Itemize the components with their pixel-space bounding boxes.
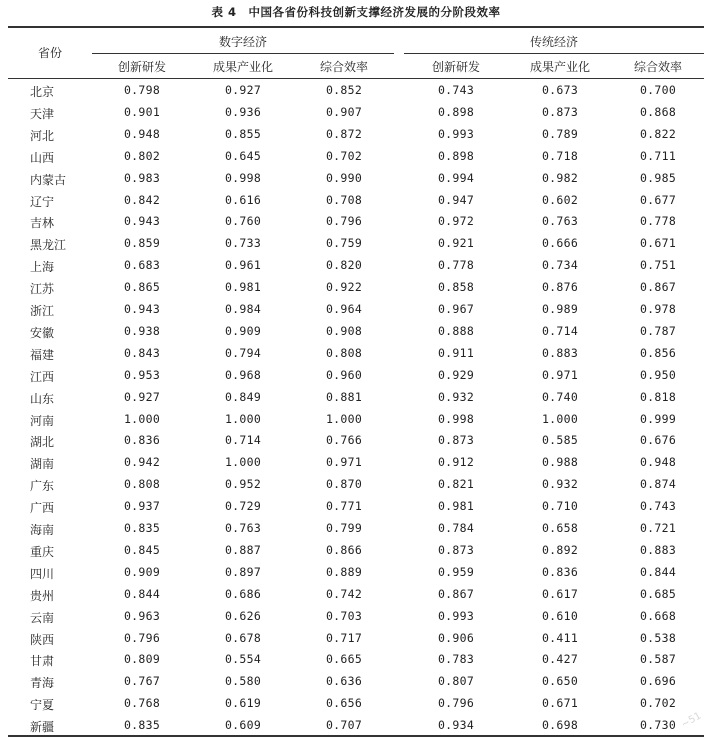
table-cell: 0.947 — [437, 193, 475, 207]
table-cell: 0.964 — [325, 302, 363, 316]
table-cell: 0.696 — [639, 674, 677, 688]
province-name: 甘肃 — [30, 654, 55, 668]
table-cell: 0.729 — [224, 499, 262, 513]
table-cell: 0.818 — [639, 390, 677, 404]
table-cell: 0.686 — [224, 587, 262, 601]
table-cell: 0.948 — [639, 455, 677, 469]
province-name: 山西 — [30, 151, 55, 165]
table-cell: 0.718 — [541, 149, 579, 163]
table-cell: 0.865 — [123, 280, 161, 294]
province-name: 上海 — [30, 260, 55, 274]
province-name: 内蒙古 — [30, 173, 67, 187]
table-cell: 0.953 — [123, 368, 161, 382]
table-cell: 0.936 — [224, 105, 262, 119]
table-cell: 0.617 — [541, 587, 579, 601]
column-header: 综合效率 — [633, 60, 682, 74]
table-cell: 0.943 — [123, 302, 161, 316]
table-cell: 0.909 — [123, 565, 161, 579]
table-cell: 0.988 — [541, 455, 579, 469]
table-cell: 1.000 — [123, 412, 161, 426]
table-cell: 0.626 — [224, 609, 262, 623]
table-cell: 0.873 — [541, 105, 579, 119]
table-cell: 0.959 — [437, 565, 475, 579]
group-rule-traditional — [404, 53, 704, 54]
table-cell: 0.538 — [639, 631, 677, 645]
province-name: 黑龙江 — [30, 238, 67, 252]
table-cell: 0.874 — [639, 477, 677, 491]
table-cell: 0.873 — [437, 543, 475, 557]
table-cell: 0.411 — [541, 631, 579, 645]
table-cell: 0.619 — [224, 696, 262, 710]
province-name: 湖北 — [30, 435, 55, 449]
table-cell: 0.645 — [224, 149, 262, 163]
table-cell: 0.998 — [437, 412, 475, 426]
table-cell: 0.759 — [325, 236, 363, 250]
table-cell: 0.993 — [437, 127, 475, 141]
table-cell: 0.698 — [541, 718, 579, 732]
table-cell: 0.844 — [639, 565, 677, 579]
table-cell: 0.733 — [224, 236, 262, 250]
table-cell: 0.683 — [123, 258, 161, 272]
province-name: 广西 — [30, 501, 55, 515]
watermark: ~51 — [679, 710, 704, 731]
table-cell: 0.796 — [325, 214, 363, 228]
table-cell: 0.666 — [541, 236, 579, 250]
table-cell: 0.609 — [224, 718, 262, 732]
table-cell: 0.787 — [639, 324, 677, 338]
table-cell: 0.784 — [437, 521, 475, 535]
table-cell: 1.000 — [325, 412, 363, 426]
table-cell: 0.932 — [437, 390, 475, 404]
table-cell: 0.883 — [639, 543, 677, 557]
table-cell: 0.742 — [325, 587, 363, 601]
table-cell: 0.809 — [123, 652, 161, 666]
table-cell: 0.714 — [541, 324, 579, 338]
table-cell: 0.768 — [123, 696, 161, 710]
table-cell: 0.702 — [639, 696, 677, 710]
table-cell: 0.610 — [541, 609, 579, 623]
table-cell: 0.783 — [437, 652, 475, 666]
table-cell: 0.708 — [325, 193, 363, 207]
table-cell: 0.982 — [541, 171, 579, 185]
table-cell: 0.927 — [123, 390, 161, 404]
table-cell: 0.952 — [224, 477, 262, 491]
table-cell: 0.993 — [437, 609, 475, 623]
table-cell: 0.963 — [123, 609, 161, 623]
table-cell: 0.972 — [437, 214, 475, 228]
table-cell: 0.730 — [639, 718, 677, 732]
table-cell: 0.852 — [325, 83, 363, 97]
table-cell: 0.658 — [541, 521, 579, 535]
table-cell: 0.743 — [639, 499, 677, 513]
table-cell: 0.677 — [639, 193, 677, 207]
table-cell: 0.836 — [123, 433, 161, 447]
table-number: 表 4 — [211, 5, 237, 19]
table-cell: 0.665 — [325, 652, 363, 666]
table-cell: 0.842 — [123, 193, 161, 207]
table-cell: 0.656 — [325, 696, 363, 710]
table-cell: 0.843 — [123, 346, 161, 360]
table-cell: 0.866 — [325, 543, 363, 557]
province-name: 江西 — [30, 370, 55, 384]
table-cell: 1.000 — [224, 412, 262, 426]
province-name: 宁夏 — [30, 698, 55, 712]
table-cell: 0.911 — [437, 346, 475, 360]
province-name: 吉林 — [30, 216, 55, 230]
table-cell: 0.427 — [541, 652, 579, 666]
table-cell: 0.587 — [639, 652, 677, 666]
table-cell: 0.702 — [325, 149, 363, 163]
table-cell: 0.971 — [325, 455, 363, 469]
table-cell: 0.778 — [639, 214, 677, 228]
table-cell: 0.906 — [437, 631, 475, 645]
table-cell: 0.796 — [437, 696, 475, 710]
table-cell: 0.766 — [325, 433, 363, 447]
province-name: 湖南 — [30, 457, 55, 471]
table-cell: 0.822 — [639, 127, 677, 141]
table-cell: 0.676 — [639, 433, 677, 447]
table-cell: 0.616 — [224, 193, 262, 207]
province-name: 广东 — [30, 479, 55, 493]
table-cell: 0.794 — [224, 346, 262, 360]
table-cell: 0.981 — [437, 499, 475, 513]
table-cell: 0.602 — [541, 193, 579, 207]
table-title: 中国各省份科技创新支撑经济发展的分阶段效率 — [248, 5, 501, 19]
province-name: 海南 — [30, 523, 55, 537]
table-cell: 0.821 — [437, 477, 475, 491]
group-header-traditional: 传统经济 — [529, 35, 578, 49]
table-cell: 0.671 — [541, 696, 579, 710]
province-name: 云南 — [30, 611, 55, 625]
table-cell: 0.990 — [325, 171, 363, 185]
table-cell: 0.912 — [437, 455, 475, 469]
province-name: 陕西 — [30, 633, 55, 647]
province-name: 安徽 — [30, 326, 55, 340]
table-cell: 0.985 — [639, 171, 677, 185]
table-cell: 0.580 — [224, 674, 262, 688]
table-cell: 0.909 — [224, 324, 262, 338]
column-header: 成果产业化 — [529, 60, 590, 74]
province-header: 省份 — [37, 46, 62, 60]
province-name: 新疆 — [30, 720, 55, 734]
table-cell: 0.870 — [325, 477, 363, 491]
table-cell: 0.867 — [639, 280, 677, 294]
table-cell: 0.807 — [437, 674, 475, 688]
table-cell: 0.859 — [123, 236, 161, 250]
table-cell: 0.849 — [224, 390, 262, 404]
table-cell: 0.898 — [437, 149, 475, 163]
province-name: 贵州 — [30, 589, 55, 603]
table-cell: 0.887 — [224, 543, 262, 557]
province-name: 河北 — [30, 129, 55, 143]
table-cell: 0.778 — [437, 258, 475, 272]
table-cell: 0.799 — [325, 521, 363, 535]
table-cell: 0.934 — [437, 718, 475, 732]
table-caption — [0, 4, 712, 20]
province-name: 天津 — [30, 107, 55, 121]
table-cell: 0.932 — [541, 477, 579, 491]
province-name: 北京 — [30, 85, 55, 99]
group-header-digital: 数字经济 — [218, 35, 267, 49]
province-name: 辽宁 — [30, 195, 55, 209]
table-cell: 0.760 — [224, 214, 262, 228]
table-cell: 0.650 — [541, 674, 579, 688]
province-name: 福建 — [30, 348, 55, 362]
table-cell: 0.835 — [123, 718, 161, 732]
table-cell: 0.668 — [639, 609, 677, 623]
table-cell: 0.929 — [437, 368, 475, 382]
table-cell: 0.897 — [224, 565, 262, 579]
table-cell: 1.000 — [541, 412, 579, 426]
table-cell: 0.808 — [123, 477, 161, 491]
table-cell: 0.999 — [639, 412, 677, 426]
table-cell: 0.937 — [123, 499, 161, 513]
table-cell: 0.978 — [639, 302, 677, 316]
table-cell: 0.707 — [325, 718, 363, 732]
table-cell: 0.721 — [639, 521, 677, 535]
table-cell: 0.796 — [123, 631, 161, 645]
table-cell: 0.938 — [123, 324, 161, 338]
table-cell: 0.983 — [123, 171, 161, 185]
table-cell: 0.981 — [224, 280, 262, 294]
table-cell: 0.789 — [541, 127, 579, 141]
table-cell: 0.734 — [541, 258, 579, 272]
column-header: 创新研发 — [431, 60, 480, 74]
table-cell: 0.872 — [325, 127, 363, 141]
top-rule — [8, 26, 704, 28]
table-cell: 0.858 — [437, 280, 475, 294]
table-cell: 0.961 — [224, 258, 262, 272]
table-cell: 0.711 — [639, 149, 677, 163]
table-cell: 0.989 — [541, 302, 579, 316]
table-cell: 0.763 — [541, 214, 579, 228]
table-cell: 0.948 — [123, 127, 161, 141]
table-cell: 0.907 — [325, 105, 363, 119]
table-cell: 0.844 — [123, 587, 161, 601]
table-cell: 0.673 — [541, 83, 579, 97]
column-header: 综合效率 — [319, 60, 368, 74]
table-cell: 0.960 — [325, 368, 363, 382]
province-name: 四川 — [30, 567, 55, 581]
table-cell: 0.971 — [541, 368, 579, 382]
table-cell: 0.845 — [123, 543, 161, 557]
table-cell: 0.994 — [437, 171, 475, 185]
table-cell: 0.585 — [541, 433, 579, 447]
province-name: 江苏 — [30, 282, 55, 296]
table-cell: 0.743 — [437, 83, 475, 97]
table-cell: 0.876 — [541, 280, 579, 294]
table-cell: 1.000 — [224, 455, 262, 469]
table-cell: 0.901 — [123, 105, 161, 119]
header-rule — [8, 78, 704, 79]
province-name: 山东 — [30, 392, 55, 406]
province-name: 重庆 — [30, 545, 55, 559]
table-cell: 0.717 — [325, 631, 363, 645]
table-cell: 0.921 — [437, 236, 475, 250]
table-cell: 0.685 — [639, 587, 677, 601]
table-cell: 0.950 — [639, 368, 677, 382]
table-cell: 0.968 — [224, 368, 262, 382]
bottom-rule — [8, 735, 704, 737]
table-cell: 0.767 — [123, 674, 161, 688]
table-cell: 0.820 — [325, 258, 363, 272]
table-cell: 0.798 — [123, 83, 161, 97]
table-cell: 0.998 — [224, 171, 262, 185]
table-cell: 0.714 — [224, 433, 262, 447]
table-cell: 0.700 — [639, 83, 677, 97]
province-name: 河南 — [30, 414, 55, 428]
table-cell: 0.908 — [325, 324, 363, 338]
table-cell: 0.873 — [437, 433, 475, 447]
table-cell: 0.967 — [437, 302, 475, 316]
table-cell: 0.868 — [639, 105, 677, 119]
table-cell: 0.889 — [325, 565, 363, 579]
province-name: 浙江 — [30, 304, 55, 318]
table-cell: 0.922 — [325, 280, 363, 294]
table-cell: 0.671 — [639, 236, 677, 250]
table-cell: 0.678 — [224, 631, 262, 645]
table-cell: 0.751 — [639, 258, 677, 272]
table-cell: 0.942 — [123, 455, 161, 469]
table-cell: 0.856 — [639, 346, 677, 360]
column-header: 成果产业化 — [212, 60, 273, 74]
table-cell: 0.703 — [325, 609, 363, 623]
table-cell: 0.771 — [325, 499, 363, 513]
table-cell: 0.763 — [224, 521, 262, 535]
table-cell: 0.855 — [224, 127, 262, 141]
province-name: 青海 — [30, 676, 55, 690]
table-cell: 0.867 — [437, 587, 475, 601]
table-cell: 0.710 — [541, 499, 579, 513]
table-cell: 0.835 — [123, 521, 161, 535]
table-cell: 0.927 — [224, 83, 262, 97]
table-cell: 0.554 — [224, 652, 262, 666]
column-header: 创新研发 — [117, 60, 166, 74]
table-cell: 0.943 — [123, 214, 161, 228]
group-rule-digital — [92, 53, 394, 54]
table-cell: 0.740 — [541, 390, 579, 404]
table-cell: 0.984 — [224, 302, 262, 316]
table-cell: 0.808 — [325, 346, 363, 360]
table-cell: 0.636 — [325, 674, 363, 688]
table-cell: 0.888 — [437, 324, 475, 338]
table-cell: 0.883 — [541, 346, 579, 360]
table-cell: 0.802 — [123, 149, 161, 163]
table-cell: 0.881 — [325, 390, 363, 404]
table-cell: 0.892 — [541, 543, 579, 557]
table-cell: 0.836 — [541, 565, 579, 579]
table-cell: 0.898 — [437, 105, 475, 119]
